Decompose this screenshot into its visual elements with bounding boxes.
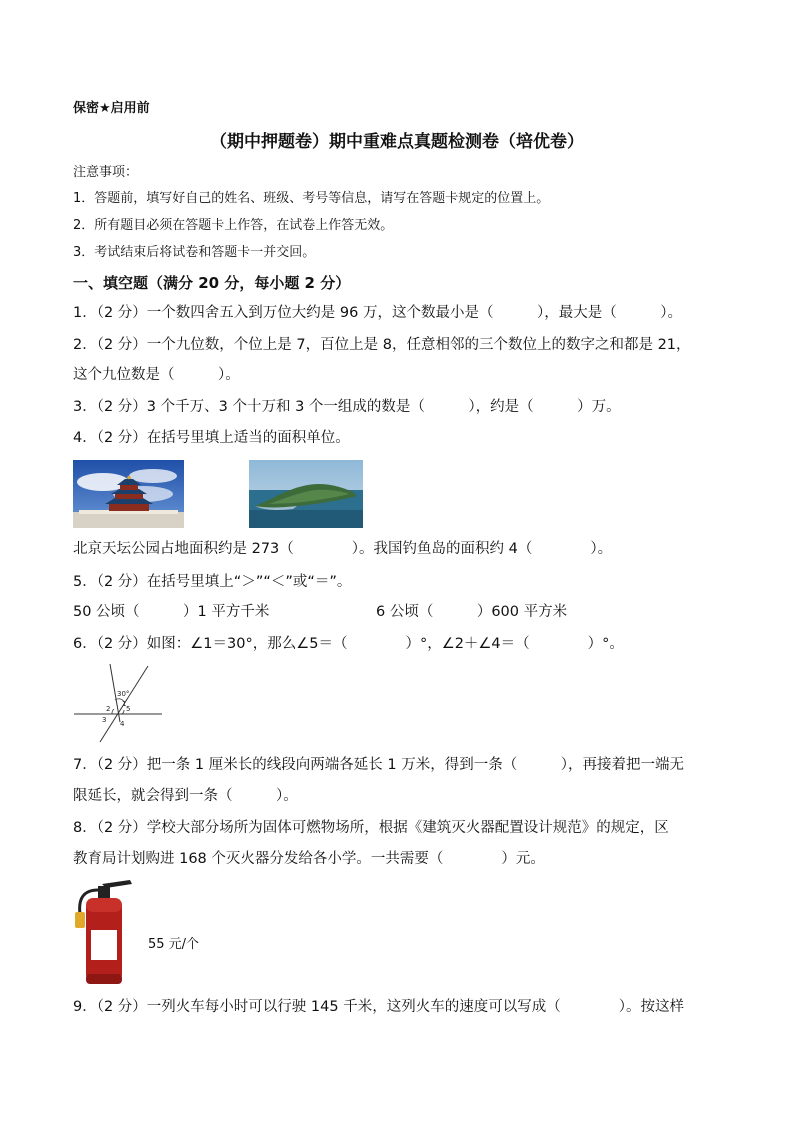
question-2-continued: 这个九位数是（ ）。 bbox=[73, 367, 240, 383]
question-5-left: 50 公顷（ ）1 平方千米 bbox=[73, 604, 270, 620]
fire-extinguisher-icon bbox=[72, 878, 142, 988]
question-7: 7．（2 分）把一条 1 厘米长的线段向两端各延长 1 万米，得到一条（ ），再接着把一端无 bbox=[73, 757, 684, 773]
confidential-label: 保密★启用前 bbox=[73, 101, 150, 116]
question-7-continued: 限延长，就会得到一条（ ）。 bbox=[73, 788, 298, 804]
question-3: 3．（2 分）3 个千万、3 个十万和 3 个一组成的数是（ ），约是（ ）万。 bbox=[73, 399, 621, 415]
note-item: 1．答题前，填写好自己的姓名、班级、考号等信息，请写在答题卡规定的位置上。 bbox=[73, 191, 550, 206]
question-2: 2．（2 分）一个九位数，个位上是 7，百位上是 8，任意相邻的三个数位上的数字之和都是 21， bbox=[73, 337, 691, 353]
question-8-continued: 教育局计划购进 168 个灭火器分发给各小学。一共需要（ ）元。 bbox=[73, 851, 545, 867]
angle-label-5: 5 bbox=[126, 705, 131, 713]
note-item: 3．考试结束后将试卷和答题卡一并交回。 bbox=[73, 245, 316, 260]
note-item: 2．所有题目必须在答题卡上作答，在试卷上作答无效。 bbox=[73, 218, 394, 233]
notes-heading: 注意事项： bbox=[73, 165, 139, 180]
question-5: 5．（2 分）在括号里填上“＞”“＜”或“＝”。 bbox=[73, 574, 352, 590]
temple-of-heaven-photo bbox=[73, 460, 184, 528]
question-4-answer-line: 北京天坛公园占地面积约是 273（ ）。我国钓鱼岛的面积约 4（ ）。 bbox=[73, 541, 613, 557]
section-heading: 一、填空题（满分 20 分，每小题 2 分） bbox=[73, 274, 351, 292]
question-4: 4．（2 分）在括号里填上适当的面积单位。 bbox=[73, 430, 350, 446]
diaoyu-island-photo bbox=[249, 460, 363, 528]
angle-label-4: 4 bbox=[120, 720, 125, 728]
question-1: 1．（2 分）一个数四舍五入到万位大约是 96 万，这个数最小是（ ），最大是（ ）。 bbox=[73, 305, 682, 321]
question-9: 9．（2 分）一列火车每小时可以行驶 145 千米，这列火车的速度可以写成（ ）。按这样 bbox=[73, 999, 684, 1015]
question-6: 6．（2 分）如图：∠1＝30°，那么∠5＝（ ）°，∠2＋∠4＝（ ）°。 bbox=[73, 636, 624, 652]
extinguisher-price: 55 元/个 bbox=[148, 937, 200, 952]
page-title: （期中押题卷）期中重难点真题检测卷（培优卷） bbox=[210, 132, 584, 152]
question-5-right: 6 公顷（ ）600 平方米 bbox=[376, 604, 568, 620]
angle-value-label: 30° bbox=[117, 690, 130, 698]
angle-figure bbox=[72, 660, 164, 744]
angle-label-2: 2 bbox=[106, 705, 111, 713]
angle-label-1: 1 bbox=[122, 700, 127, 708]
angle-label-3: 3 bbox=[102, 716, 107, 724]
question-8: 8．（2 分）学校大部分场所为固体可燃物场所，根据《建筑灭火器配置设计规范》的规定，区 bbox=[73, 820, 669, 836]
